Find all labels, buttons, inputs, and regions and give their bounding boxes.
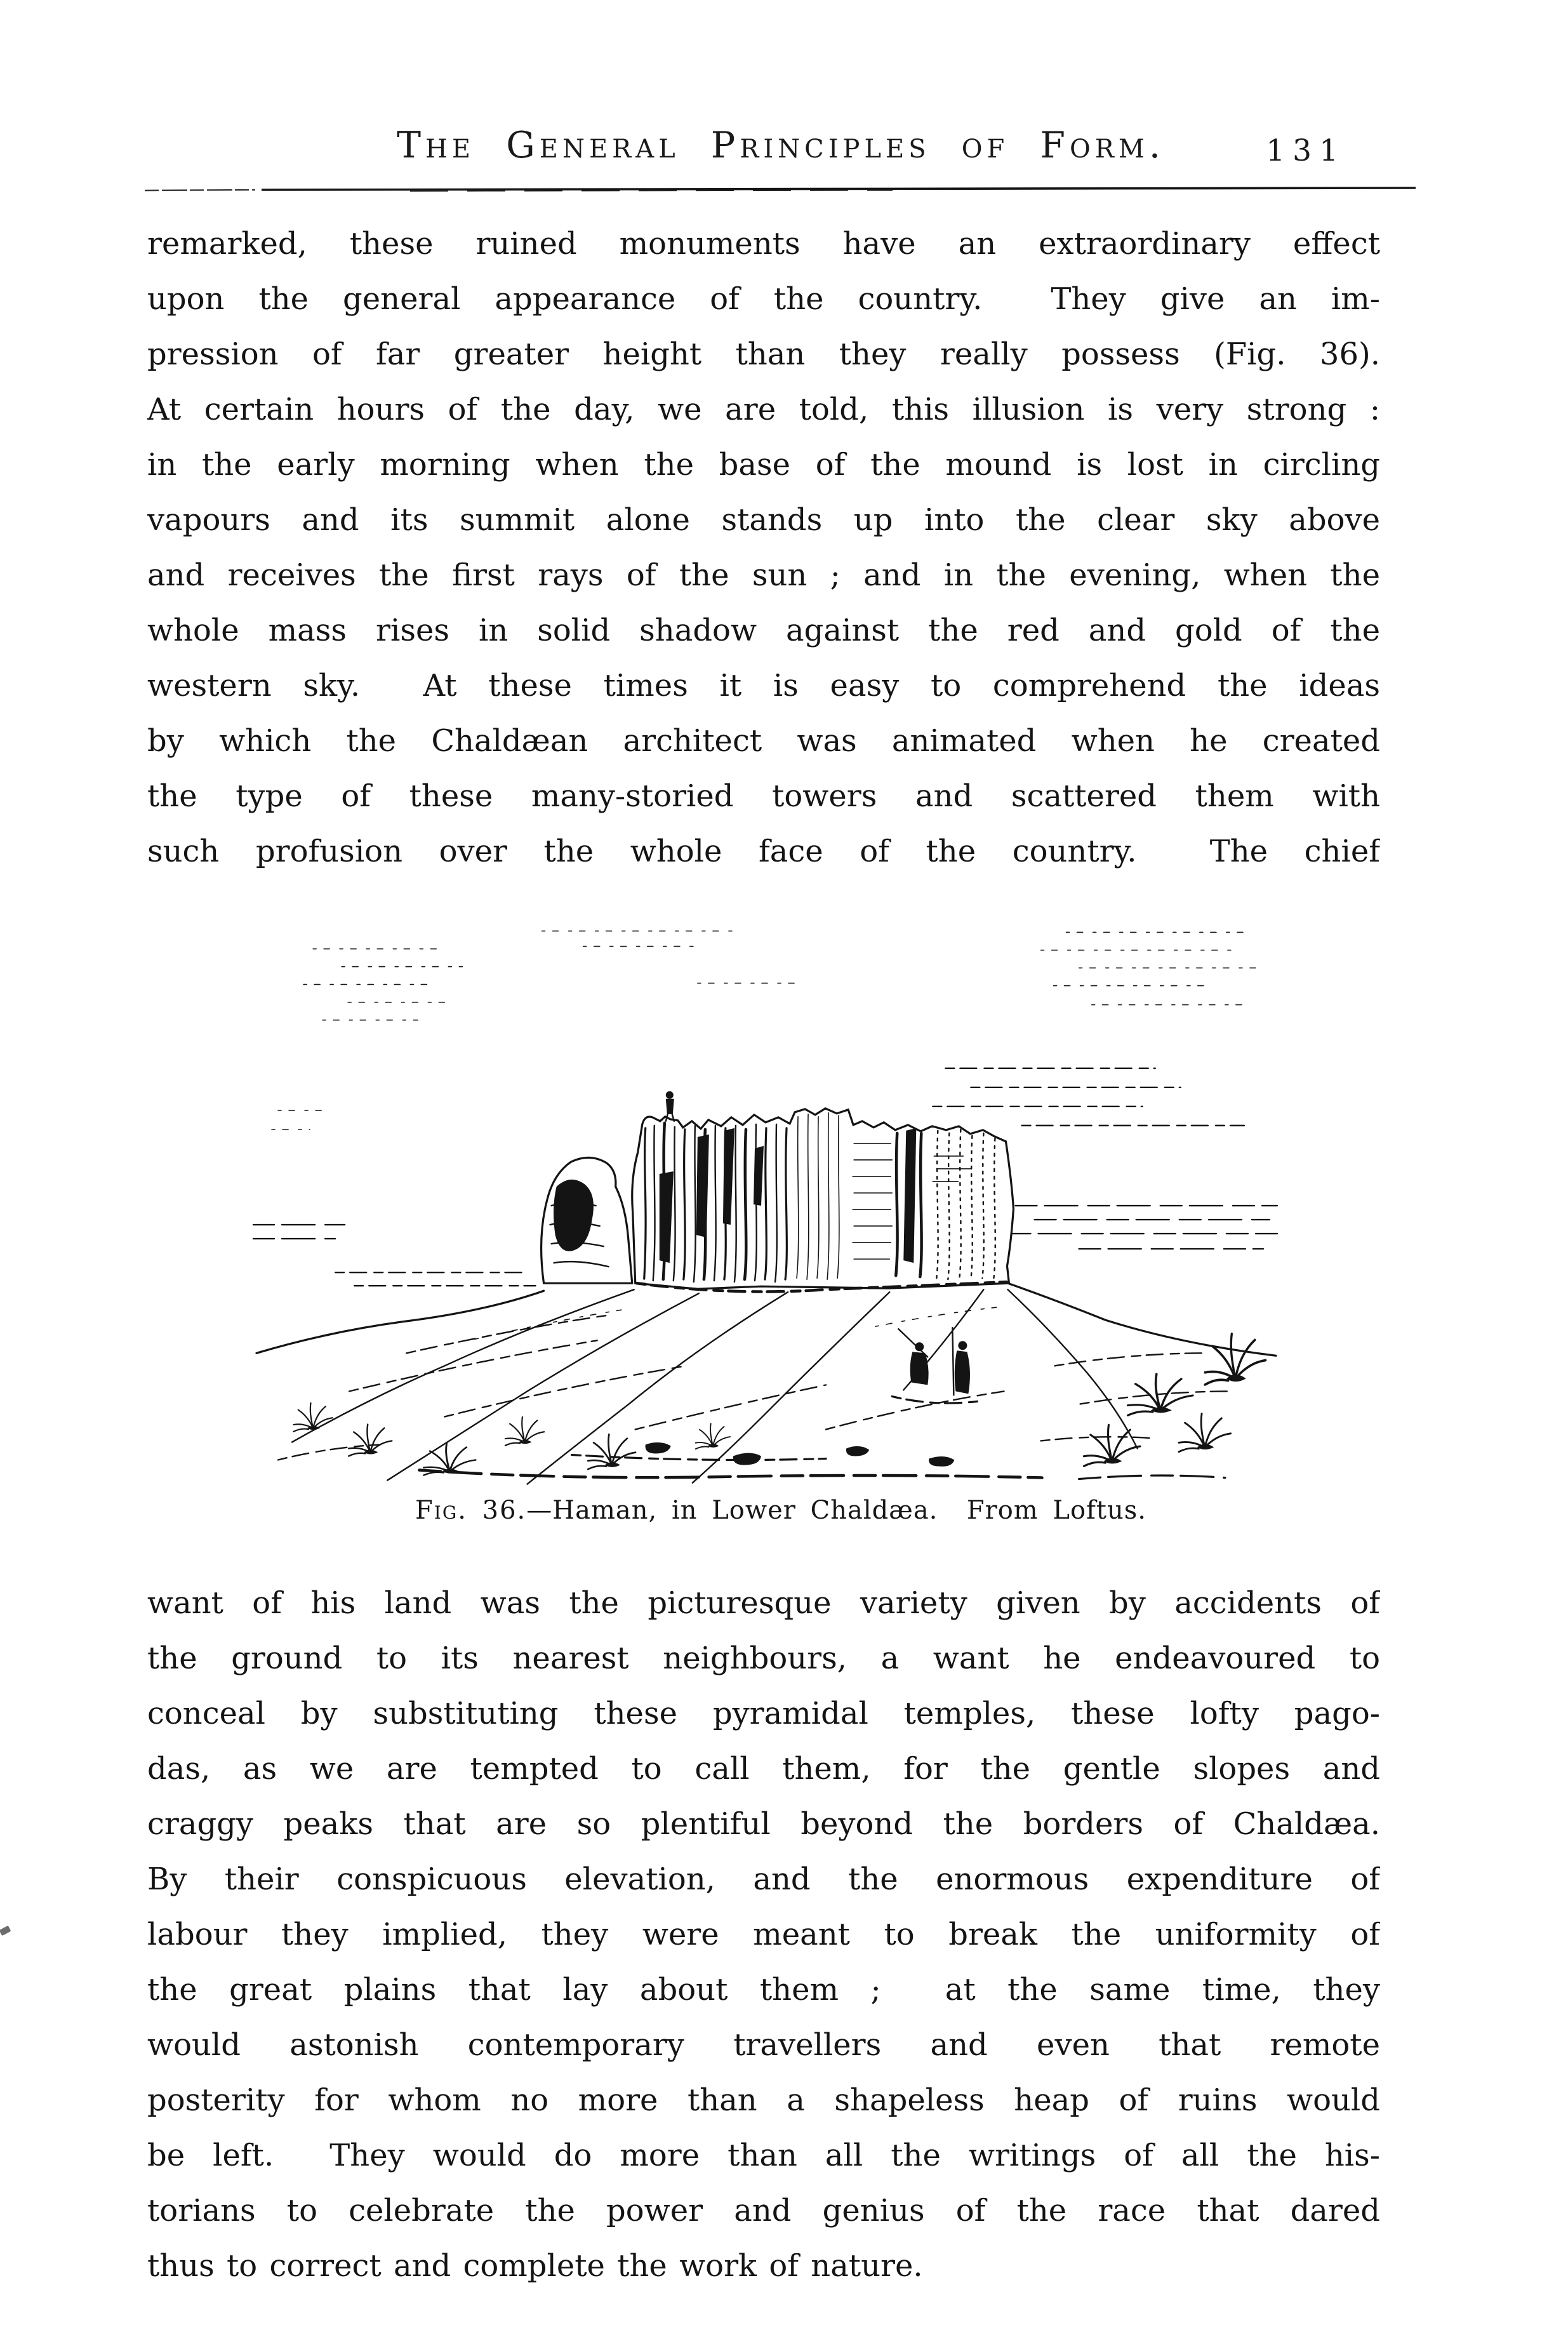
text-line: be left. They would do more than all the writings of all the his- [147,2138,1380,2173]
engraving-mound [256,1283,1276,1484]
text-line: craggy peaks that are so plentiful beyond the borders of Chaldæa. [147,1806,1380,1842]
text-line: such profusion over the whole face of the country. The chief [147,834,1380,869]
header-rule [143,185,1417,194]
text-line: vapours and its summit alone stands up into the clear sky above [147,502,1380,538]
text-line: conceal by substituting these pyramidal temples, these lofty pago- [147,1696,1380,1731]
text-line: thus to correct and complete the work of nature. [147,2248,923,2284]
text-line: western sky. At these times it is easy to comprehend the ideas [147,668,1380,703]
engraving-ruin [632,1109,1014,1292]
paragraph-block-1 [147,216,1380,879]
engraving-travellers [892,1328,977,1403]
scan-artifact-mark [0,1926,11,1936]
text-line: pression of far greater height than they really possess (Fig. 36). [147,336,1380,372]
text-line: by which the Chaldæan architect was animated when he created [147,723,1380,759]
figure-36 [253,907,1282,1486]
text-line: upon the general appearance of the country. They give an im- [147,281,1380,317]
text-line: remarked, these ruined monuments have an extraordinary effect [147,226,1380,262]
text-line: At certain hours of the day, we are told, this illusion is very strong : [147,392,1380,427]
text-line: das, as we are tempted to call them, for the gentle slopes and [147,1751,1380,1787]
text-line: the type of these many-storied towers and scattered them with [147,778,1380,814]
figure-engraving [253,907,1282,1486]
text-line: and receives the first rays of the sun ; and in the evening, when the [147,557,1380,593]
text-line: want of his land was the picturesque variety given by accidents of [147,1585,1380,1621]
text-line: in the early morning when the base of the mound is lost in circling [147,447,1380,483]
engraving-summit-figure [666,1091,674,1121]
page-header-title: The General Principles of Form. [397,124,1165,166]
text-line: labour they implied, they were meant to break the uniformity of [147,1917,1380,1952]
figure-caption-text: —Haman, in Lower Chaldæa. From Loftus. [526,1496,1146,1525]
page-number: 131 [1266,133,1346,168]
engraving-outcrop [541,1157,632,1283]
text-line: the great plains that lay about them ; at the same time, they [147,1972,1380,2008]
figure-caption-label: Fig. 36. [415,1496,527,1525]
text-line: torians to celebrate the power and genius of the race that dared [147,2193,1380,2228]
engraving-foreground [293,1334,1265,1478]
text-line: By their conspicuous elevation, and the enormous expenditure of [147,1861,1380,1897]
text-line: would astonish contemporary travellers and even that remote [147,2027,1380,2063]
text-line: posterity for whom no more than a shapeless heap of ruins would [147,2082,1380,2118]
text-line: the ground to its nearest neighbours, a want he endeavoured to [147,1641,1380,1676]
figure-caption [146,1496,1416,1525]
paragraph-block-2 [147,1576,1380,2294]
text-line: whole mass rises in solid shadow against the red and gold of the [147,613,1380,648]
